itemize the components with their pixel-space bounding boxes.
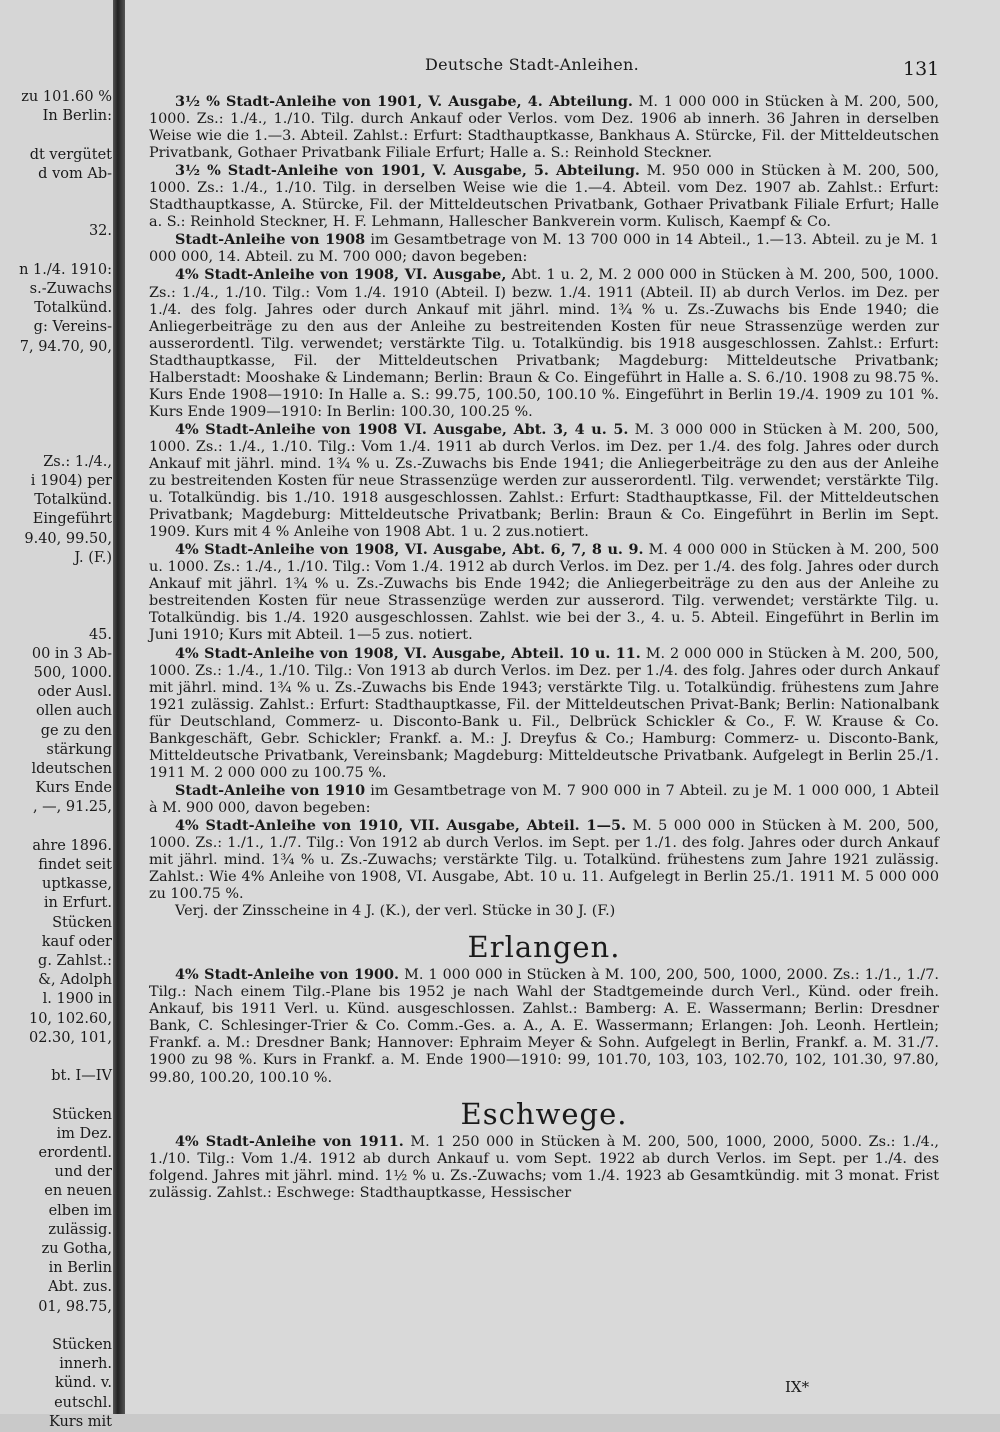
left-page-line: Totalkünd. [34, 492, 112, 509]
entry [149, 1133, 939, 1202]
entry-heading: 4% Stadt-Anleihe von 1911. [175, 1132, 404, 1150]
left-page-line: ldeutschen [31, 761, 112, 777]
left-page-line: Stücken [52, 1337, 112, 1353]
entry-text: M. 4 000 000 in Stücken à M. 200, 500 u. 1000. Zs.: 1./4., 1./10. Tilg.: Vom 1./4. 1912 ab durch Verlos. im Dez. per 1./4. des folg. Jahres oder durch Ankauf mit jährl. 1¾ % u. Zs.-Zuwachs bis Ende 1942; die Anliegerbeiträge zu den aus der Anleihe zu bestreitenden Kosten für neue Strassenzüge werden zur ausserord. Tilg. verwendet; verstärkte Tilg. u. Totalkündig. bis 1./4. 1920 ausgeschlossen. Zahlst. wie bei der 3., 4. u. 5. Abteil. Eingeführt in Berlin im Juni 1910; Kurs mit Abteil. 1—5 zus. notiert. [149, 542, 940, 644]
entry-text: im Gesamtbetrage von M. 7 900 000 in 7 Abteil. zu je M. 1 000 000, 1 Abteil à M. 900 000, davon begeben: [149, 782, 939, 816]
left-page-line: Zs.: 1./4., [43, 453, 112, 470]
entry-heading: 4% Stadt-Anleihe von 1910, VII. Ausgabe, Abteil. 1—5. [175, 816, 626, 834]
left-page-line: eutschl. [54, 1394, 112, 1411]
left-page-line: zulässig. [48, 1221, 112, 1238]
entry-heading: Stadt-Anleihe von 1908 [175, 231, 366, 249]
body-text [149, 93, 939, 1202]
left-page-line: in Berlin [48, 1260, 112, 1277]
book-gutter [113, 0, 125, 1414]
left-page-line: und der [54, 1164, 112, 1181]
left-page-line: stärkung [46, 741, 112, 758]
entry-text: M. 1 250 000 in Stücken à M. 200, 500, 1000, 2000, 5000. Zs.: 1./4., 1./10. Tilg.: Vom 1./4. 1912 ab durch Ankauf u. vom Sept. 1922 ab durch Verlos. im Sept. per 1./4. des folgend. Jahres mit jährl. mind. 1½ % u. Zs.-Zuwachs; vom 1./4. 1923 ab Gesamtkündig. mit 3 monat. Frist zulässig. Zahlst.: Eschwege: Stadthauptkasse, Hessischer [149, 1133, 939, 1201]
entry-heading: Stadt-Anleihe von 1910 [175, 781, 366, 799]
left-page-line: 00 in 3 Ab- [31, 645, 112, 662]
left-page-line: bt. I—IV [51, 1068, 112, 1085]
left-page-line: Abt. zus. [48, 1279, 112, 1296]
entry [149, 966, 939, 1086]
entry [149, 93, 939, 162]
left-page-line: in Erfurt. [43, 895, 112, 912]
entry-heading: 4% Stadt-Anleihe von 1908 VI. Ausgabe, Abt. 3, 4 u. 5. [175, 420, 629, 438]
entry-text: M. 2 000 000 in Stücken à M. 200, 500, 1000. Zs.: 1./4., 1./10. Tilg.: Von 1913 ab durch Verlos. im Dez. per 1./4. des folg. Jahres oder durch Ankauf mit jährl. mind. 1¾ % u. Zs.-Zuwachs bis Ende 1943; verstärkte Tilg. u. Totalkündig. frühestens zum Jahre 1921 zulässig. Zahlst.: Erfurt: Stadthauptkasse, Fil. der Mitteldeutschen Privat-Bank; Berlin: Nationalbank für Deutschland, Commerz- u. Disconto-Bank u. Fil., Delbrück Schickler & Co., F. W. Krause & Co. Bankgeschäft, Gebr. Schickler; Frankf. a. M.: J. Dreyfus & Co.; Hamburg: Commerz- u. Disconto-Bank, Mitteldeutsche Privatbank, Vereinsbank; Magdeburg: Mitteldeutsche Privatbank. Aufgelegt in Berlin 25./1. 1911 M. 2 000 000 zu 100.75 %. [149, 645, 939, 781]
left-page-line: en neuen [44, 1183, 112, 1200]
left-page-line: Stücken [52, 914, 112, 931]
page-number: 131 [903, 58, 940, 80]
left-page-line: Totalkünd. [34, 300, 112, 317]
left-page-line: 02.30, 101, [28, 1029, 112, 1046]
left-page-line: erordentl. [38, 1145, 112, 1161]
left-page-line: oder Ausl. [37, 684, 112, 701]
left-page-line: ge zu den [40, 722, 112, 739]
entry-heading: 3½ % Stadt-Anleihe von 1901, V. Ausgabe, 4. Abteilung. [175, 93, 633, 110]
entry-text: M. 5 000 000 in Stücken à M. 200, 500, 1000. Zs.: 1./1., 1./7. Tilg.: Von 1912 ab durch Verlos. im Sept. per 1./1. des folg. Jahres oder durch Ankauf mit jährl. mind. 1¾ % u. Zs.-Zuwachs; verstärkte Tilg. u. Totalkünd. frühestens zum Jahre 1921 zulässig. Zahlst.: Wie 4% Anleihe von 1908, VI. Ausgabe, Abt. 10 u. 11. Aufgelegt in Berlin 25./1. 1911 M. 5 000 000 zu 100.75 %. [149, 817, 940, 903]
left-page-line: g. Zahlst.: [38, 953, 112, 969]
running-head: Deutsche Stadt-Anleihen. [425, 55, 639, 74]
left-page-line: Kurs Ende [35, 780, 112, 797]
left-page-line: dt vergütet [29, 146, 112, 163]
left-page-line: &, Adolph [38, 972, 112, 989]
left-page-line: i 1904) per [30, 473, 112, 489]
entry [149, 817, 939, 903]
entry [149, 231, 939, 266]
page [125, 0, 1000, 1414]
left-page-line: künd. v. [54, 1375, 112, 1392]
left-page-line: 9.40, 99.50, [24, 530, 112, 547]
left-page-line: 7, 94.70, 90, [19, 338, 112, 355]
entry [149, 645, 939, 782]
left-page-line: 500, 1000. [33, 665, 112, 681]
entry [149, 421, 939, 541]
left-page-line: 32. [88, 223, 112, 240]
city-heading-eschwege: Eschwege. [460, 1096, 628, 1131]
left-page-line: , —, 91.25, [32, 799, 112, 816]
entry-text: M. 3 000 000 in Stücken à M. 200, 500, 1000. Zs.: 1./4., 1./10. Tilg.: Vom 1./4. 1911 ab durch Verlos. im Dez. per 1./4. des folg. Jahres oder durch Ankauf mit jährl. mind. 1¾ % u. Zs.-Zuwachs bis Ende 1941; die Anliegerbeiträge zu den aus der Anleihe zu bestreitenden Kosten für neue Strassenzüge werden zur ausserordentl. Tilg. verwendet; verstärkte Tilg. u. Totalkündig. bis 1./10. 1918 ausgeschlossen. Zahlst.: Erfurt: Stadthauptkasse, Fil. der Mitteldeutschen Privatbank; Magdeburg: Mitteldeutsche Privatbank; Berlin: Braun & Co. Eingeführt in Berlin im Sept. 1909. Kurs mit 4 % Anleihe von 1908 Abt. 1 u. 2 zus.notiert. [149, 421, 939, 541]
left-page-line: ahre 1896. [32, 837, 112, 854]
signature-mark: IX* [785, 1378, 810, 1396]
left-page-line: g: Vereins- [33, 319, 112, 336]
left-page-line: innerh. [59, 1356, 112, 1373]
left-page-line: In Berlin: [42, 108, 112, 125]
left-page-line: J. (F.) [74, 549, 112, 566]
entry-heading: 4% Stadt-Anleihe von 1908, VI. Ausgabe, Abteil. 10 u. 11. [175, 644, 641, 662]
entry-text: im Gesamtbetrage von M. 13 700 000 in 14 Abteil., 1.—13. Abteil. zu je M. 1 000 000, 14. Abteil. zu M. 700 000; davon begeben: [149, 232, 939, 266]
entry-heading: 4% Stadt-Anleihe von 1908, VI. Ausgabe, Abt. 6, 7, 8 u. 9. [175, 541, 644, 559]
left-page-line: im Dez. [56, 1125, 112, 1142]
entry [149, 782, 939, 817]
left-page-line: 01, 98.75, [38, 1298, 112, 1315]
entry-heading: 4% Stadt-Anleihe von 1900. [175, 966, 400, 984]
left-page-line: s.-Zuwachs [29, 281, 112, 297]
entry-heading: 3½ % Stadt-Anleihe von 1901, V. Ausgabe, 5. Abteilung. [175, 162, 640, 180]
city-heading-erlangen: Erlangen. [467, 930, 621, 965]
left-page-line: findet seit [38, 857, 112, 873]
left-page-line: zu Gotha, [41, 1241, 112, 1257]
left-page-line: d vom Ab- [38, 165, 112, 182]
left-page-line: Eingeführt [32, 511, 112, 528]
left-page-line: uptkasse, [42, 876, 112, 893]
entry [149, 266, 939, 420]
left-page-line: 10, 102.60, [28, 1010, 112, 1027]
left-page-line: l. 1900 in [42, 991, 112, 1008]
entry-text: Abt. 1 u. 2, M. 2 000 000 in Stücken à M. 200, 500, 1000. Zs.: 1./4., 1./10. Tilg.: Vom 1./4. 1910 (Abteil. I) bezw. 1./4. 1911 (Abteil. II) ab durch Verlos. im Dez. per 1./4. des folg. Jahres oder durch Ankauf mit jährl. mind. 1¾ % u. Zs.-Zuwachs bis Ende 1940; die Anliegerbeiträge zu den aus der Anleihe zu bestreitenden Kosten für neue Strassenzüge werden zur ausserordentl. Tilg. verwendet; verstärkte Tilg. u. Totalkündig. bis 1918 ausgeschlossen. Zahlst.: Erfurt: Stadthauptkasse, Fil. der Mitteldeutschen Privatbank; Magdeburg: Mitteldeutsche Privatbank; Halberstadt: Mooshake & Lindemann; Berlin: Braun & Co. Eingeführt in Halle a. S. 6./10. 1908 zu 98.75 %. Kurs Ende 1908—1910: In Halle a. S.: 99.75, 100.50, 100.10 %. Eingeführt in Berlin 19./4. 1909 zu 101 %. Kurs Ende 1909—1910: In Berlin: 100.30, 100.25 %. [149, 267, 940, 420]
left-page-fragment [0, 0, 118, 1430]
left-page-line: Kurs mit [48, 1413, 112, 1430]
left-page-line: kauf oder [41, 933, 112, 950]
left-page-line: elben im [48, 1202, 112, 1219]
entry-text: M. 950 000 in Stücken à M. 200, 500, 1000. Zs.: 1./4., 1./10. Tilg. in derselben Weise wie die 1.—4. Abteil. vom Dez. 1907 ab. Zahlst.: Erfurt: Stadthauptkasse, A. Stürcke, Fil. der Mitteldeutschen Privatbank, Gothaer Privatbank Filiale Erfurt; Halle a. S.: Reinhold Steckner, H. F. Lehmann, Hallescher Bankverein vorm. Kulisch, Kaempf & Co. [149, 163, 940, 231]
entry [149, 541, 939, 644]
entry [149, 162, 939, 231]
entry-heading: 4% Stadt-Anleihe von 1908, VI. Ausgabe, [175, 266, 507, 284]
left-page-line: ollen auch [36, 703, 112, 720]
entry-text: M. 1 000 000 in Stücken à M. 100, 200, 500, 1000, 2000. Zs.: 1./1., 1./7. Tilg.: Nach einem Tilg.-Plane bis 1952 je nach Wahl der Stadtgemeinde durch Verl., Künd. oder freih. Ankauf, bis 1911 Verl. u. Künd. ausgeschlossen. Zahlst.: Bamberg: A. E. Wassermann; Berlin: Dresdner Bank, C. Schlesinger-Trier & Co. Comm.-Ges. a. A., A. E. Wassermann; Erlangen: Joh. Leonh. Hertlein; Frankf. a. M.: Dresdner Bank; Hannover: Ephraim Meyer & Sohn. Aufgelegt in Berlin, Frankf. a. M. 31./7. 1900 zu 98 %. Kurs in Frankf. a. M. Ende 1900—1910: 99, 101.70, 103, 103, 102.70, 102, 101.30, 97.80, 99.80, 100.20, 100.10 %. [149, 967, 939, 1086]
left-page-line: zu 101.60 % [21, 89, 112, 105]
left-page-line: n 1./4. 1910: [19, 261, 112, 278]
left-page-line: 45. [88, 626, 112, 643]
entry-text: M. 1 000 000 in Stücken à M. 200, 500, 1000. Zs.: 1./4., 1./10. Tilg. durch Ankauf oder Verlos. vom Dez. 1906 ab innerh. 36 Jahren in derselben Weise wie die 1.—3. Abteil. Zahlst.: Erfurt: Stadthauptkasse, Bankhaus A. Stürcke, Fil. der Mitteldeutschen Privatbank, Gothaer Privatbank Filiale Erfurt; Halle a. S.: Reinhold Steckner. [149, 94, 940, 162]
left-page-line: Stücken [52, 1106, 112, 1123]
verjaehrung-note: Verj. der Zinsscheine in 4 J. (K.), der verl. Stücke in 30 J. (F.) [175, 903, 616, 920]
